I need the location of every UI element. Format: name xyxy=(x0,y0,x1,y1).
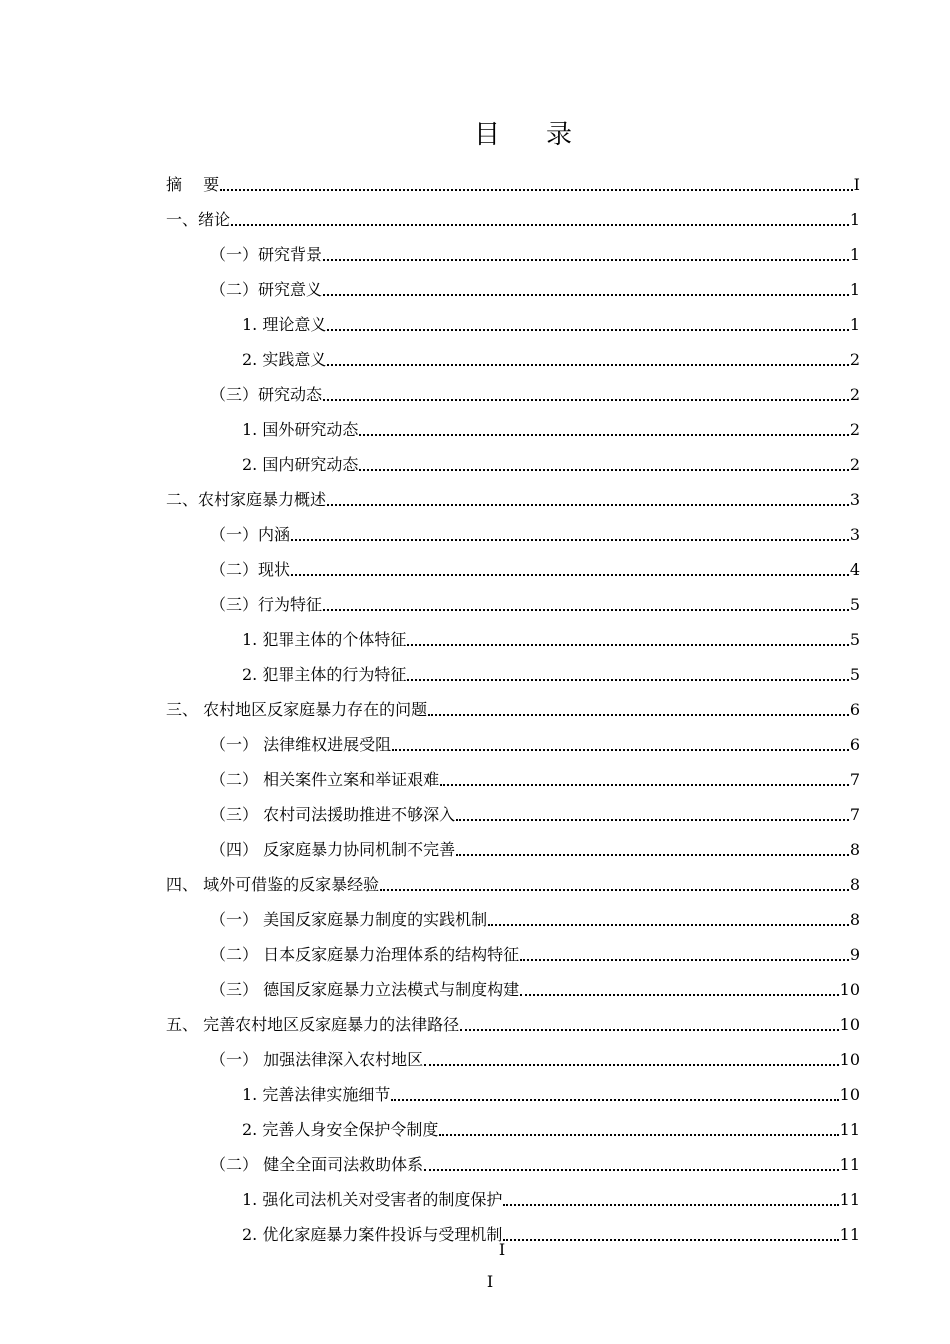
toc-entry[interactable] xyxy=(166,685,860,720)
toc-entry[interactable] xyxy=(166,965,860,1000)
toc-leader-dots xyxy=(456,854,849,856)
toc-entry[interactable] xyxy=(166,1035,860,1070)
toc-entry-page-number: 8 xyxy=(849,840,860,859)
toc-entry[interactable] xyxy=(166,860,860,895)
toc-entry-label: 1. 国外研究动态 xyxy=(242,420,359,439)
toc-entry[interactable] xyxy=(166,895,860,930)
toc-entry[interactable] xyxy=(166,475,860,510)
toc-leader-dots xyxy=(380,889,849,891)
toc-entry-label: （三） 德国反家庭暴力立法模式与制度构建 xyxy=(210,980,520,999)
toc-entry-label: 1. 强化司法机关对受害者的制度保护 xyxy=(242,1190,503,1209)
toc-entry[interactable] xyxy=(166,1175,860,1210)
toc-entry-page-number: I xyxy=(853,175,860,194)
toc-leader-dots xyxy=(359,469,848,471)
toc-entry-page-number: 7 xyxy=(849,805,860,824)
toc-entry-page-number: 5 xyxy=(849,595,860,614)
toc-entry[interactable] xyxy=(166,370,860,405)
toc-entry-label: 2. 国内研究动态 xyxy=(242,455,359,474)
toc-entry-page-number: 11 xyxy=(839,1190,860,1209)
toc-leader-dots xyxy=(440,784,849,786)
toc-leader-dots xyxy=(520,959,849,961)
toc-entry-page-number: 11 xyxy=(839,1120,860,1139)
toc-entry[interactable] xyxy=(166,790,860,825)
toc-entry[interactable] xyxy=(166,650,860,685)
toc-entry[interactable] xyxy=(166,265,860,300)
table-of-contents xyxy=(166,160,860,1245)
toc-leader-dots xyxy=(456,819,849,821)
toc-entry-label: 五、 完善农村地区反家庭暴力的法律路径 xyxy=(166,1015,460,1034)
toc-leader-dots xyxy=(323,399,849,401)
toc-leader-dots xyxy=(488,924,849,926)
toc-entry-page-number: 6 xyxy=(849,735,860,754)
toc-entry-label: （二）现状 xyxy=(210,560,291,579)
page-number-marker: I xyxy=(498,1240,506,1259)
toc-entry[interactable] xyxy=(166,755,860,790)
toc-entry-page-number: 1 xyxy=(849,210,860,229)
toc-entry-page-number: 5 xyxy=(849,665,860,684)
toc-entry-label: 1. 完善法律实施细节 xyxy=(242,1085,391,1104)
toc-entry-label: 二、农村家庭暴力概述 xyxy=(166,490,327,509)
toc-entry[interactable] xyxy=(166,335,860,370)
toc-entry[interactable] xyxy=(166,440,860,475)
page-number-footer: I xyxy=(486,1272,494,1291)
toc-entry-page-number: 3 xyxy=(849,525,860,544)
toc-leader-dots xyxy=(323,609,849,611)
toc-leader-dots xyxy=(220,189,853,191)
toc-entry[interactable] xyxy=(166,615,860,650)
toc-leader-dots xyxy=(291,574,849,576)
toc-entry-page-number: 10 xyxy=(839,1015,860,1034)
toc-entry[interactable] xyxy=(166,545,860,580)
toc-leader-dots xyxy=(407,644,848,646)
toc-entry[interactable] xyxy=(166,300,860,335)
toc-entry-page-number: 8 xyxy=(849,910,860,929)
toc-entry-page-number: 8 xyxy=(849,875,860,894)
toc-entry-label: 2. 犯罪主体的行为特征 xyxy=(242,665,407,684)
toc-entry-page-number: 1 xyxy=(849,280,860,299)
toc-entry-page-number: 11 xyxy=(839,1155,860,1174)
toc-entry-page-number: 2 xyxy=(849,455,860,474)
toc-entry-label: 四、 域外可借鉴的反家暴经验 xyxy=(166,875,380,894)
toc-entry[interactable] xyxy=(166,230,860,265)
toc-entry-page-number: 4 xyxy=(849,560,860,579)
toc-entry-label: （一）研究背景 xyxy=(210,245,323,264)
toc-entry-page-number: 2 xyxy=(849,385,860,404)
toc-entry-label: 一、绪论 xyxy=(166,210,231,229)
toc-entry-label: （二） 健全全面司法救助体系 xyxy=(210,1155,424,1174)
toc-entry[interactable] xyxy=(166,195,860,230)
toc-leader-dots xyxy=(323,259,849,261)
toc-leader-dots xyxy=(520,994,839,996)
toc-entry-page-number: 2 xyxy=(849,350,860,369)
toc-entry-label: （三） 农村司法援助推进不够深入 xyxy=(210,805,456,824)
toc-leader-dots xyxy=(392,749,849,751)
toc-entry-page-number: 1 xyxy=(849,245,860,264)
toc-entry-page-number: 6 xyxy=(849,700,860,719)
toc-entry-label: 1. 犯罪主体的个体特征 xyxy=(242,630,407,649)
toc-entry-label: 2. 完善人身安全保护令制度 xyxy=(242,1120,439,1139)
toc-entry-page-number: 7 xyxy=(849,770,860,789)
toc-leader-dots xyxy=(424,1064,839,1066)
toc-title xyxy=(0,114,950,151)
toc-entry-label: （一） 美国反家庭暴力制度的实践机制 xyxy=(210,910,488,929)
toc-leader-dots xyxy=(291,539,849,541)
toc-entry-label: 2. 实践意义 xyxy=(242,350,327,369)
toc-entry-page-number: 11 xyxy=(839,1225,860,1244)
toc-entry-label: （二） 相关案件立案和举证艰难 xyxy=(210,770,440,789)
toc-leader-dots xyxy=(503,1204,838,1206)
toc-entry-label: （一） 加强法律深入农村地区 xyxy=(210,1050,424,1069)
toc-entry-page-number: 3 xyxy=(849,490,860,509)
toc-entry[interactable] xyxy=(166,1070,860,1105)
toc-leader-dots xyxy=(323,294,849,296)
toc-leader-dots xyxy=(460,1029,839,1031)
toc-entry[interactable] xyxy=(166,930,860,965)
toc-entry-page-number: 10 xyxy=(839,1050,860,1069)
toc-entry[interactable] xyxy=(166,1140,860,1175)
toc-entry-page-number: 5 xyxy=(849,630,860,649)
toc-entry-page-number: 1 xyxy=(849,315,860,334)
toc-leader-dots xyxy=(327,504,849,506)
toc-entry-page-number: 10 xyxy=(839,1085,860,1104)
toc-entry[interactable] xyxy=(166,720,860,755)
toc-leader-dots xyxy=(424,1169,839,1171)
toc-leader-dots xyxy=(231,224,849,226)
toc-entry[interactable] xyxy=(166,825,860,860)
toc-title-char-2: 录 xyxy=(546,120,573,150)
toc-entry-label: （三）行为特征 xyxy=(210,595,323,614)
toc-entry[interactable] xyxy=(166,1000,860,1035)
toc-leader-dots xyxy=(327,329,848,331)
toc-entry-page-number: 2 xyxy=(849,420,860,439)
toc-leader-dots xyxy=(391,1099,838,1101)
toc-leader-dots xyxy=(407,679,848,681)
toc-title-char-1: 目 xyxy=(473,120,500,150)
toc-entry[interactable] xyxy=(166,405,860,440)
toc-entry-label: （二）研究意义 xyxy=(210,280,323,299)
toc-entry-label: （四） 反家庭暴力协同机制不完善 xyxy=(210,840,456,859)
toc-entry[interactable] xyxy=(166,1105,860,1140)
toc-entry-label: 三、 农村地区反家庭暴力存在的问题 xyxy=(166,700,428,719)
toc-leader-dots xyxy=(327,364,848,366)
toc-leader-dots xyxy=(359,434,848,436)
toc-entry[interactable] xyxy=(166,160,860,195)
toc-entry-page-number: 10 xyxy=(839,980,860,999)
toc-leader-dots xyxy=(439,1134,838,1136)
toc-leader-dots xyxy=(428,714,849,716)
toc-entry-page-number: 9 xyxy=(849,945,860,964)
toc-entry-label: 1. 理论意义 xyxy=(242,315,327,334)
toc-entry-label: （二） 日本反家庭暴力治理体系的结构特征 xyxy=(210,945,520,964)
toc-entry[interactable] xyxy=(166,580,860,615)
toc-entry-label: 2. 优化家庭暴力案件投诉与受理机制 xyxy=(242,1225,503,1244)
toc-entry-label: （一）内涵 xyxy=(210,525,291,544)
toc-entry-label: （三）研究动态 xyxy=(210,385,323,404)
toc-entry-label: 摘 要 xyxy=(166,175,220,194)
toc-entry[interactable] xyxy=(166,510,860,545)
toc-entry-label: （一） 法律维权进展受阻 xyxy=(210,735,392,754)
